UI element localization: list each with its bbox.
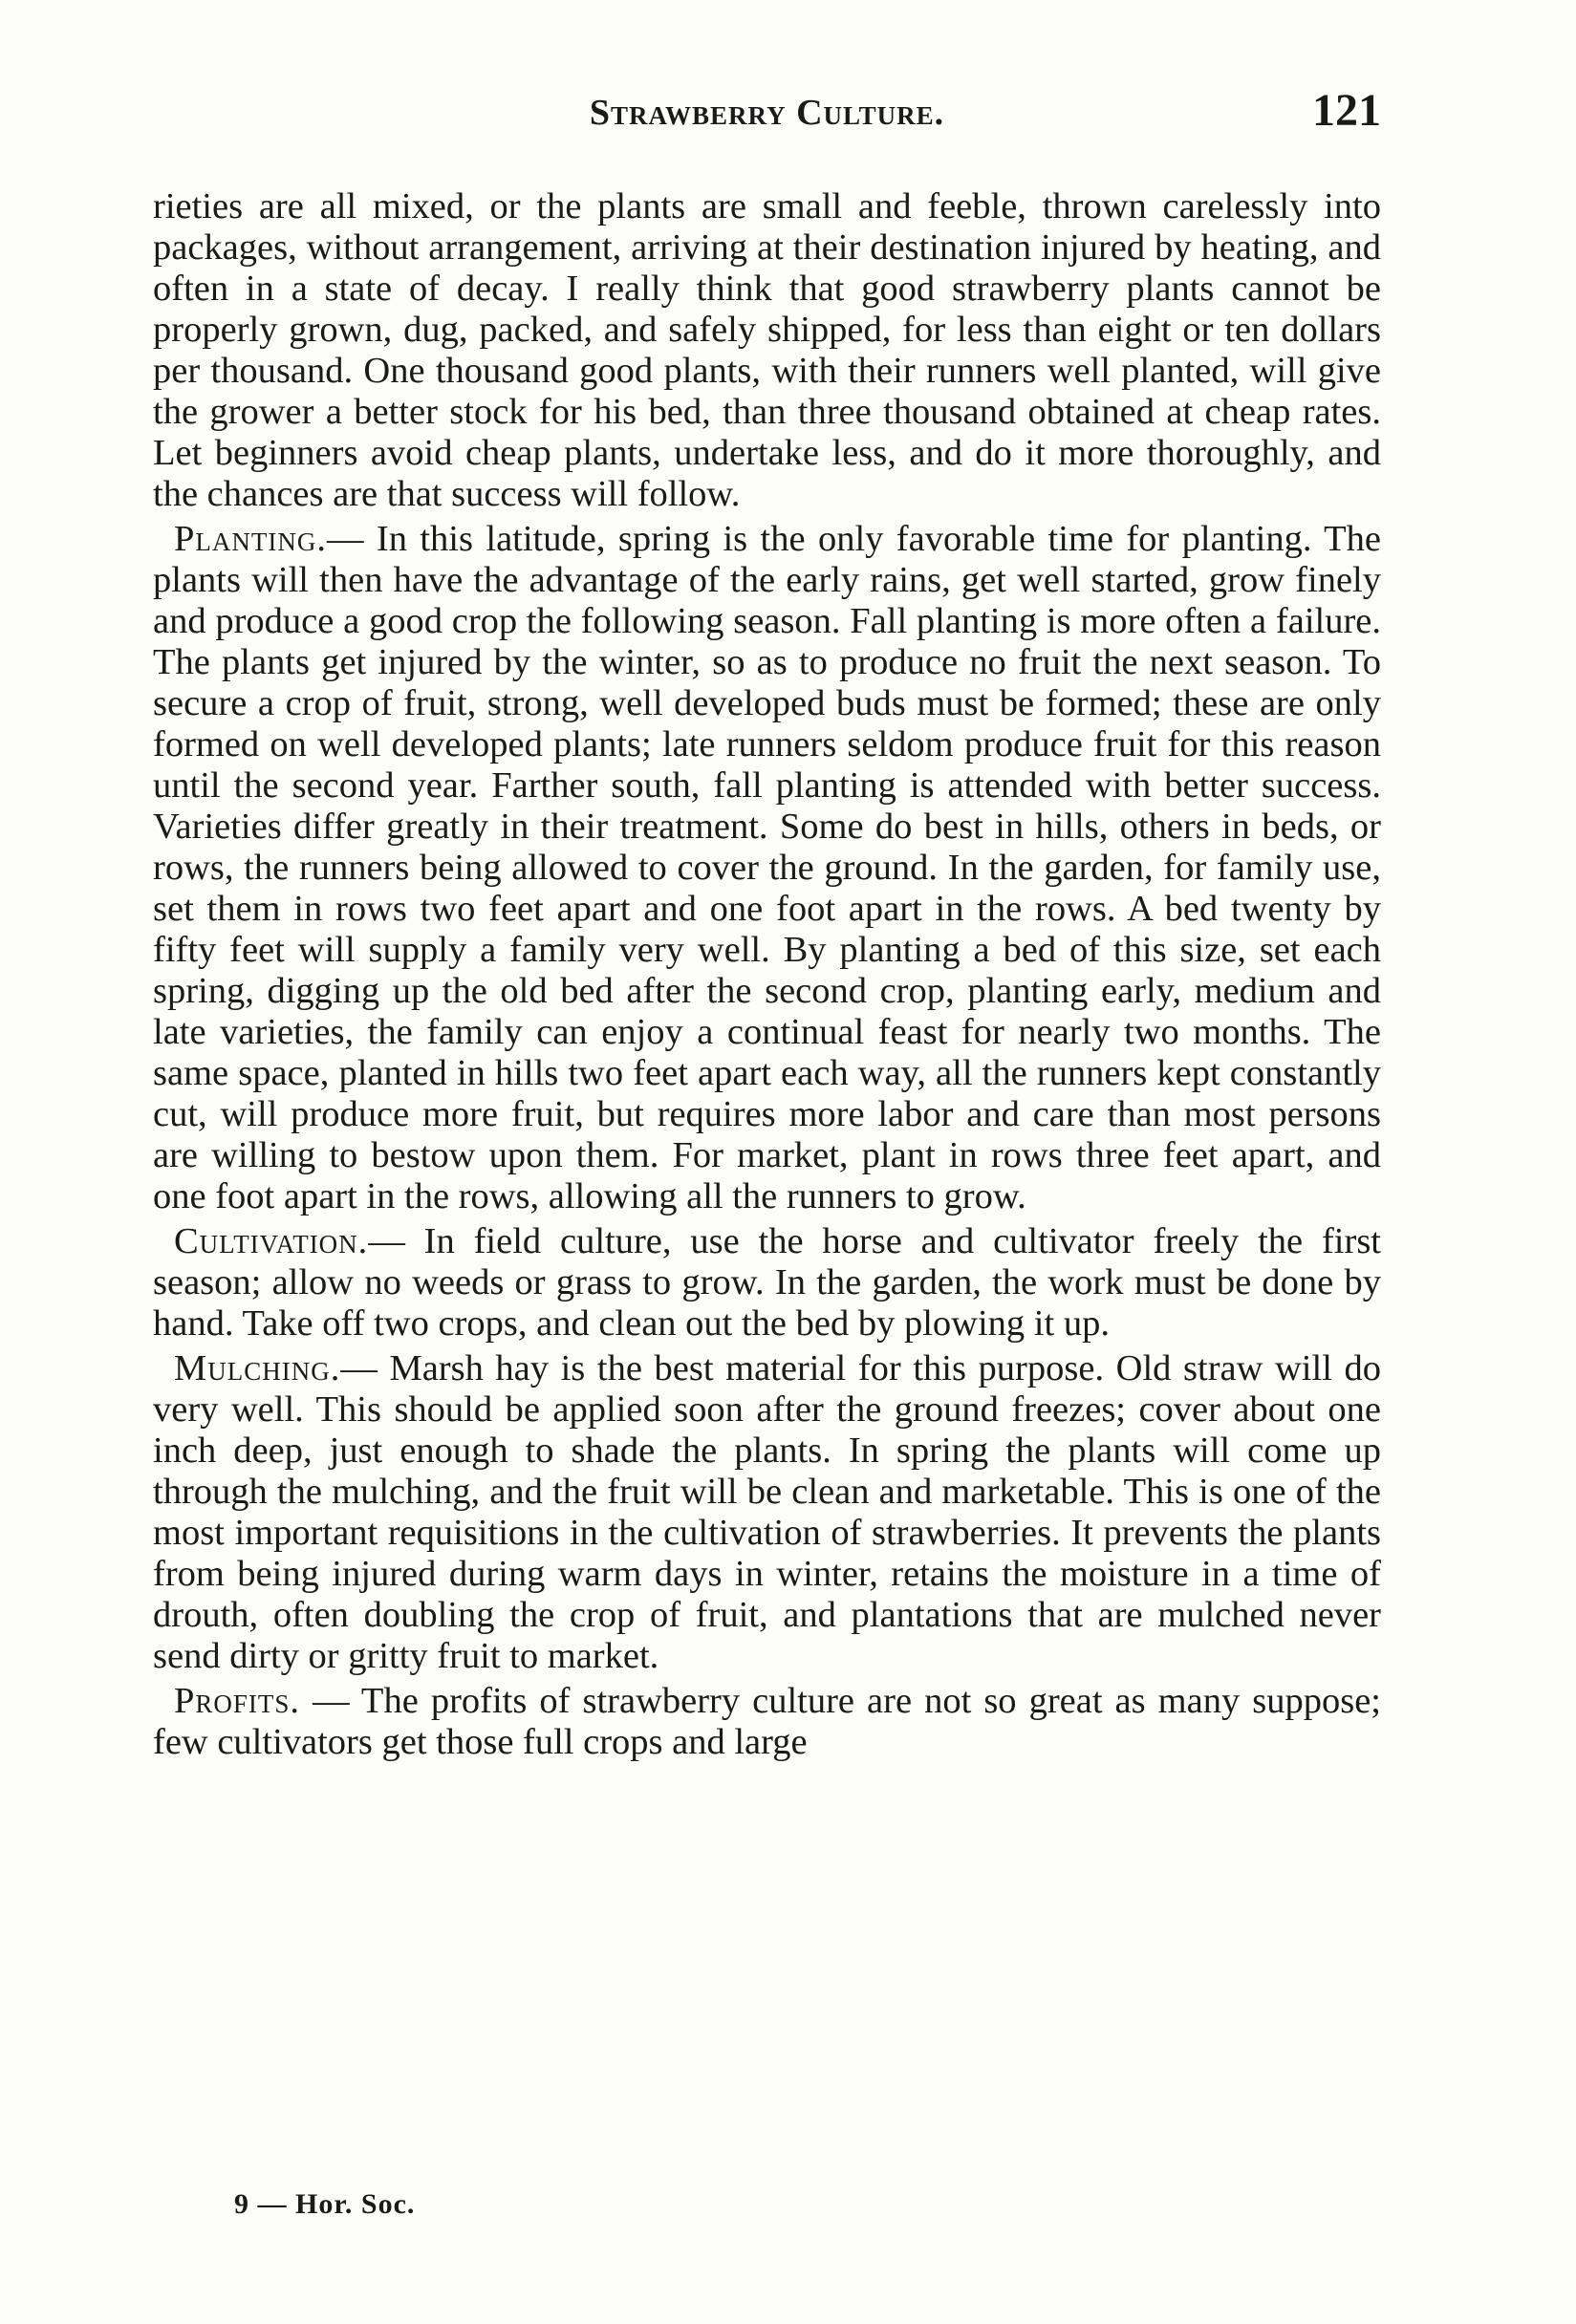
paragraph-text: — In field culture, use the horse and cultivator freely the first season; allow no weeds or grass to grow. In the garden, the work must be done by hand. Take off two crops, and clean out the bed by plowing it up. — [153, 1221, 1381, 1344]
paragraph-text: — In this latitude, spring is the only favorable time for planting. The plants will then have the advantage of the early rains, get well started, grow finely and produce a good crop the following season. Fall planting is more often a failure. The plants get injured by the winter, so as to produce no fruit the next season. To secure a crop of fruit, strong, well developed buds must be formed; these are only formed on well developed plants; late runners seldom produce fruit for this reason until the second year. Farther south, fall planting is attended with better success. Varieties differ greatly in their treatment. Some do best in hills, others in beds, or rows, the runners being allowed to cover the ground. In the garden, for family use, set them in rows two feet apart and one foot apart in the rows. A bed twenty by fifty feet will supply a family very well. By planting a bed of this size, set each spring, digging up the old bed after the second crop, planting early, medium and late varieties, the family can enjoy a continual feast for nearly two months. The same space, planted in hills two feet apart each way, all the runners kept constantly cut, will produce more fruit, but requires more labor and care than most persons are willing to bestow upon them. For market, plant in rows three feet apart, and one foot apart in the rows, allowing all the runners to grow. — [153, 519, 1381, 1216]
page-number: 121 — [1312, 85, 1381, 136]
body-text — [153, 186, 1381, 1763]
section-heading-planting: Planting. — [174, 519, 328, 559]
section-heading-profits: Profits. — [174, 1681, 301, 1721]
running-head — [153, 84, 1381, 141]
paragraph-continuation — [153, 186, 1381, 515]
signature-mark: 9 — Hor. Soc. — [234, 2188, 416, 2220]
section-heading-cultivation: Cultivation. — [174, 1221, 369, 1261]
paragraph-text: — The profits of strawberry culture are not so great as many suppose; few cultivators get those full crops and large — [153, 1681, 1381, 1762]
paragraph-cultivation — [153, 1221, 1381, 1345]
paragraph-planting — [153, 519, 1381, 1217]
paragraph-mulching — [153, 1348, 1381, 1677]
running-title: Strawberry Culture. — [589, 93, 945, 133]
paragraph-text: — Marsh hay is the best material for this purpose. Old straw will do very well. This should be applied soon after the ground freezes; cover about one inch deep, just enough to shade the plants. In spring the plants will come up through the mulching, and the fruit will be clean and marketable. This is one of the most important requisitions in the cultivation of strawberries. It prevents the plants from being injured during warm days in winter, retains the moisture in a time of drouth, often doubling the crop of fruit, and plantations that are mulched never send dirty or gritty fruit to market. — [153, 1348, 1381, 1676]
paragraph-profits — [153, 1681, 1381, 1763]
section-heading-mulching: Mulching. — [174, 1348, 341, 1388]
paragraph-text: rieties are all mixed, or the plants are small and feeble, thrown carelessly into packages, without arrangement, arriving at their destination injured by heating, and often in a state of decay. I really think that good strawberry plants cannot be properly grown, dug, packed, and safely shipped, for less than eight or ten dollars per thousand. One thousand good plants, with their runners well planted, will give the grower a better stock for his bed, than three thousand obtained at cheap rates. Let beginners avoid cheap plants, undertake less, and do it more thoroughly, and the chances are that success will follow. — [153, 186, 1381, 514]
